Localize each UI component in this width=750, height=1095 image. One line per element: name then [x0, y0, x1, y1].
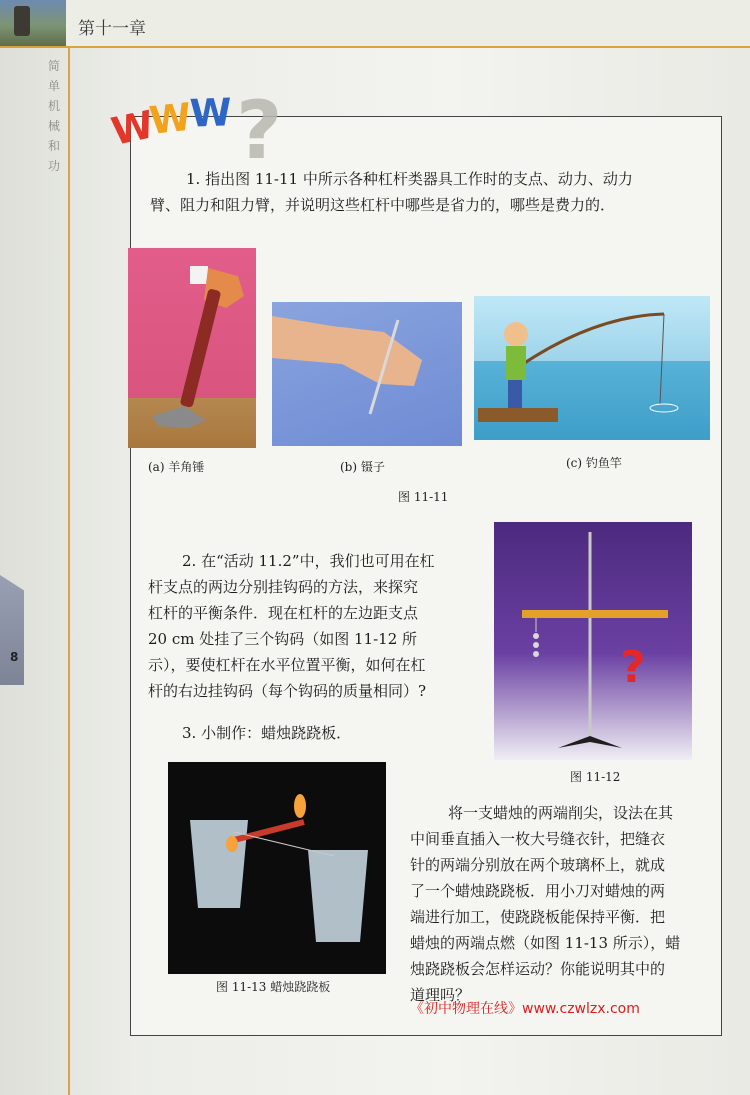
q3-line-7: 烛跷跷板会怎样运动？你能说明其中的	[410, 960, 666, 978]
page-number: 8	[10, 650, 19, 664]
q1-line-1: 1. 指出图 11-11 中所示各种杠杆类器具工作时的支点、动力、动力	[186, 170, 633, 188]
q3-line-6: 蜡烛的两端点燃（如图 11-13 所示），蜡	[410, 934, 681, 952]
side-title-char: 械	[47, 119, 60, 133]
svg-text:?: ?	[236, 84, 283, 172]
page-edge-tab	[0, 575, 24, 685]
q2-line-4: 20 cm 处挂了三个钩码（如图 11-12 所	[148, 630, 418, 648]
www-question-logo	[108, 80, 288, 172]
svg-text:W: W	[147, 94, 194, 143]
photo-fishing-rod	[474, 296, 710, 440]
site-watermark: 《初中物理在线》www.czwlzx.com	[410, 1001, 640, 1017]
q2-line-1: 2. 在“活动 11.2”中，我们也可用在杠	[182, 552, 435, 570]
svg-text:W: W	[188, 90, 233, 136]
caption-tweezers: (b) 镊子	[340, 460, 385, 474]
figure-11-11-label: 图 11-11	[398, 490, 449, 504]
chapter-label: 第十一章	[78, 19, 146, 39]
caption-fishing-rod: (c) 钓鱼竿	[566, 456, 622, 470]
side-rule	[68, 46, 70, 1095]
q2-line-5: 示），要使杠杆在水平位置平衡，如何在杠	[148, 656, 426, 674]
q3-line-1: 将一支蜡烛的两端削尖，设法在其	[448, 804, 674, 822]
side-title-char: 和	[47, 139, 60, 153]
q2-line-6: 杆的右边挂钩码（每个钩码的质量相同）?	[148, 682, 427, 700]
q3-line-8: 道理吗？	[410, 986, 471, 1004]
figure-11-12-label: 图 11-12	[570, 770, 621, 784]
side-title-char: 机	[47, 99, 60, 113]
q2-line-2: 杆支点的两边分别挂钩码的方法，来探究	[148, 578, 419, 596]
chapter-header	[0, 0, 750, 48]
q3-line-2: 中间垂直插入一枚大号缝衣针，把缝衣	[410, 830, 666, 848]
caption-claw-hammer: (a) 羊角锤	[148, 460, 205, 474]
q2-line-3: 杠杆的平衡条件．现在杠杆的左边距支点	[148, 604, 419, 622]
q3-title: 3. 小制作：蜡烛跷跷板．	[182, 724, 352, 742]
side-title-char: 简	[47, 59, 60, 73]
svg-text:W: W	[108, 102, 158, 154]
side-title-char: 功	[47, 159, 60, 173]
header-thumbnail-image	[0, 0, 66, 46]
q3-line-5: 端进行加工，使跷跷板能保持平衡．把	[410, 908, 666, 926]
photo-tweezers	[272, 302, 462, 446]
side-chapter-title	[46, 56, 62, 176]
side-title-char: 单	[47, 79, 60, 93]
svg-text:?: ?	[620, 642, 646, 693]
photo-candle-seesaw	[168, 762, 386, 974]
q3-line-4: 了一个蜡烛跷跷板．用小刀对蜡烛的两	[410, 882, 666, 900]
photo-lever-on-stand	[494, 522, 692, 760]
figure-11-13-label: 图 11-13 蜡烛跷跷板	[216, 980, 331, 994]
q3-line-3: 针的两端分别放在两个玻璃杯上，就成	[410, 856, 666, 874]
q1-line-2: 臂、阻力和阻力臂，并说明这些杠杆中哪些是省力的，哪些是费力的．	[150, 196, 616, 214]
photo-claw-hammer	[128, 248, 256, 448]
